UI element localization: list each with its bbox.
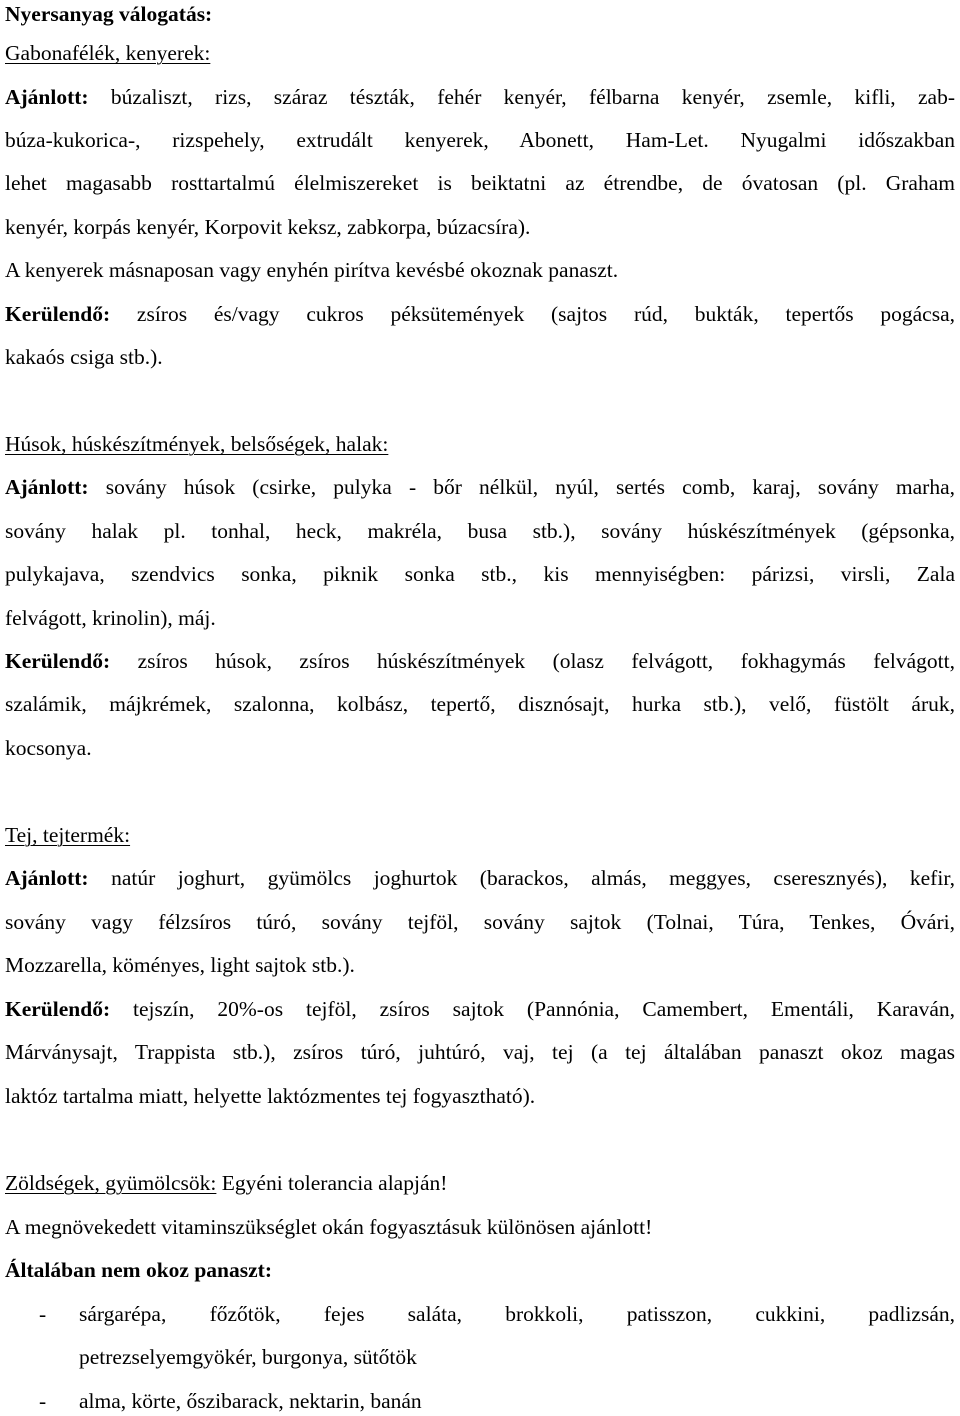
dairy-recommended-line-3: Mozzarella, köményes, light sajtok stb.). [5,953,355,977]
list-item [5,1387,955,1415]
grains-recommended-line-2: búza-kukorica-, rizspehely, extrudált kenyerek, Abonett, Ham-Let. Nyugalmi időszakban [5,128,955,152]
dairy-recommended-line-2: sovány vagy félzsíros túró, sovány tejföl, sovány sajtok (Tolnai, Túra, Tenkes, Óvári, [5,910,955,934]
meats-heading: Húsok, húskészítmények, belsőségek, halak: [5,432,389,456]
meats-recommended-label: Ajánlott: [5,475,89,499]
meats-avoid-line-3: kocsonya. [5,736,92,760]
vegetables-subheading: Általában nem okoz panaszt: [5,1258,272,1282]
grains-heading: Gabonafélék, kenyerek: [5,41,211,65]
list-item-text-2: petrezselyemgyökér, burgonya, sütőtök [79,1345,417,1369]
meats-avoid-line-1 [5,647,955,675]
dairy-recommended-line-1 [5,864,955,892]
dairy-avoid-line-3: laktóz tartalma miatt, helyette laktózmentes tej fogyasztható). [5,1084,536,1108]
meats-avoid-label: Kerülendő: [5,649,111,673]
list-item-continuation [5,1343,955,1371]
grains-recommended-text-1: búzaliszt, rizs, száraz tészták, fehér kenyér, félbarna kenyér, zsemle, kifli, zab- [88,85,955,109]
vegetables-heading-line [5,1169,955,1197]
meats-recommended-line-1 [5,473,955,501]
vegetables-vitamin-note: A megnövekedett vitaminszükséglet okán fogyasztásuk különösen ajánlott! [5,1215,653,1239]
grains-recommended-line-4: kenyér, korpás kenyér, Korpovit keksz, zabkorpa, búzacsíra). [5,215,531,239]
page-title: Nyersanyag válogatás: [5,2,213,26]
dairy-avoid-line-1 [5,995,955,1023]
dairy-recommended-label: Ajánlott: [5,866,89,890]
meats-avoid-line-2: szalámik, májkrémek, szalonna, kolbász, tepertő, disznósajt, hurka stb.), velő, füstölt áruk, [5,692,955,716]
grains-recommended-line-1 [5,83,955,111]
meats-avoid-text-1: zsíros húsok, zsíros húskészítmények (olasz felvágott, fokhagymás felvágott, [110,649,955,673]
grains-recommended-line-3: lehet magasabb rosttartalmú élelmiszereket is beiktatni az étrendbe, de óvatosan (pl. Graham [5,171,955,195]
list-item-text-3: alma, körte, őszibarack, nektarin, banán [79,1389,422,1413]
grains-avoid-label: Kerülendő: [5,302,111,326]
list-dash: - [39,1302,47,1326]
meats-recommended-line-3: pulykajava, szendvics sonka, piknik sonka stb., kis mennyiségben: párizsi, virsli, Zala [5,562,955,586]
list-item-text-1: sárgarépa, főzőtök, fejes saláta, brokkoli, patisszon, cukkini, padlizsán, [79,1302,955,1326]
grains-bread-note: A kenyerek másnaposan vagy enyhén pirítva kevésbé okoznak panaszt. [5,258,619,282]
dairy-recommended-text-1: natúr joghurt, gyümölcs joghurtok (barackos, almás, meggyes, cseresznyés), kefir, [88,866,955,890]
meats-recommended-line-4: felvágott, krinolin), máj. [5,606,216,630]
vegetables-heading: Zöldségek, gyümölcsök: [5,1171,217,1195]
dairy-avoid-label: Kerülendő: [5,997,111,1021]
meats-recommended-line-2: sovány halak pl. tonhal, heck, makréla, busa stb.), sovány húskészítmények (gépsonka, [5,519,955,543]
grains-recommended-label: Ajánlott: [5,85,89,109]
grains-avoid-line-2: kakaós csiga stb.). [5,345,163,369]
grains-avoid-text-1: zsíros és/vagy cukros péksütemények (sajtos rúd, bukták, tepertős pogácsa, [110,302,955,326]
dairy-heading: Tej, tejtermék: [5,823,131,847]
grains-avoid-line-1 [5,300,955,328]
dairy-avoid-line-2: Márványsajt, Trappista stb.), zsíros túró, juhtúró, vaj, tej (a tej általában panaszt okoz magas [5,1040,955,1064]
meats-recommended-text-1: sovány húsok (csirke, pulyka - bőr nélkül, nyúl, sertés comb, karaj, sovány marha, [88,475,955,499]
dairy-avoid-text-1: tejszín, 20%-os tejföl, zsíros sajtok (Pannónia, Camembert, Ementáli, Karaván, [110,997,955,1021]
list-dash: - [39,1389,47,1413]
vegetables-tolerance-note: Egyéni tolerancia alapján! [216,1171,448,1195]
list-item [5,1300,955,1328]
